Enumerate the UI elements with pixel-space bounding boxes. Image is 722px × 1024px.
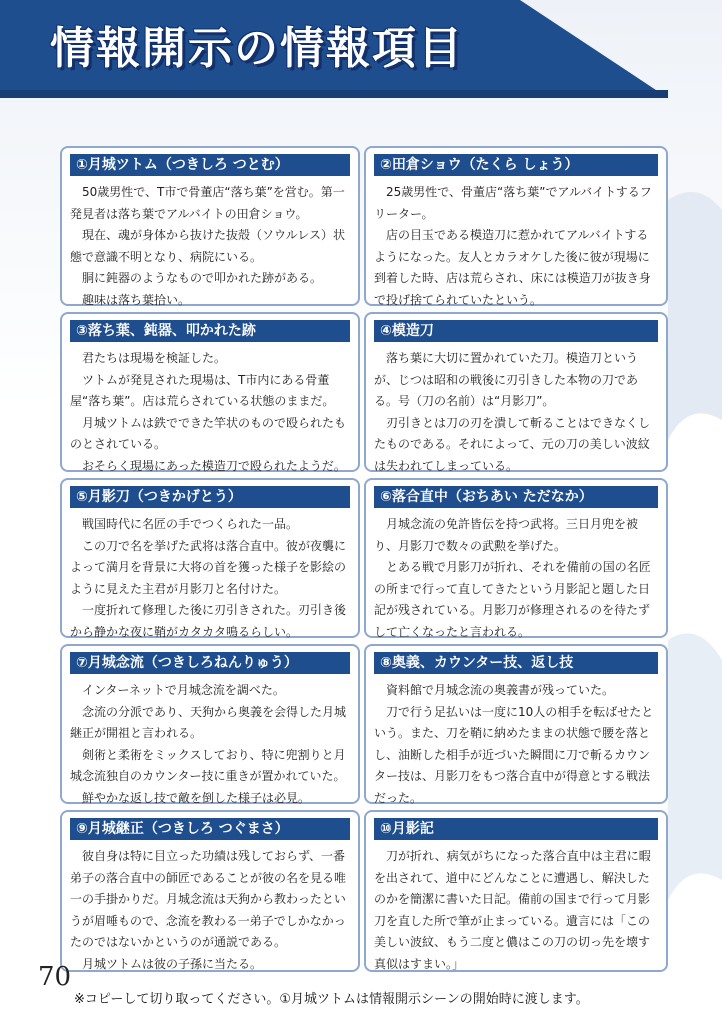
card-title: ④模造刀 [374, 320, 658, 342]
info-card-3 [60, 312, 360, 472]
card-paragraph: 落ち葉に大切に置かれていた刀。模造刀というが、じつは昭和の戦後に刃引きした本物の刀である。号（刀の名前）は“月影刀”。 [374, 351, 639, 408]
info-card-2 [364, 146, 668, 306]
card-paragraph: 50歳男性で、T市で骨董店“落ち葉”を営む。第一発見者は落ち葉でアルバイトの田倉ショウ。 [70, 185, 345, 221]
card-paragraph: この刀で名を挙げた武将は落合直中。彼が夜襲によって満月を背景に大将の首を獲った様子を影絵のように見えた主君が月影刀と名付けた。 [70, 538, 347, 596]
card-body [70, 514, 350, 643]
card-paragraph: 胴に鈍器のようなもので叩かれた跡がある。 [82, 271, 323, 285]
card-body [374, 182, 658, 311]
card-paragraph: 刀が折れ、病気がちになった落合直中は主君に暇を出されて、道中にどんなことに遭遇し、解決したのかを簡潔に書いた日記。備前の国まで行って月影刀を直した所で筆が止まっている。遺言には「この美しい波紋、もう二度と儂はこの刀の切っ先を壊す真似はすまい。」 [374, 849, 651, 971]
card-paragraph: おそらく現場にあった模造刀で殴られたようだ。 [82, 458, 346, 473]
card-paragraph: ツトムが発見された現場は、T市内にある骨董屋“落ち葉”。店は荒らされている状態のままだ。 [70, 372, 335, 408]
page-number: 70 [38, 962, 72, 992]
card-body [70, 348, 350, 477]
card-paragraph: 刀で行う足払いは一度に10人の相手を転ばせたという。また、刀を鞘に納めたままの状態で腰を落とし、油断した相手が近づいた瞬間に刀で斬るカウンター技は、月影刀をもつ落合直中が得意とする戦法だった。 [374, 704, 654, 805]
info-card-7 [60, 644, 360, 804]
card-body [374, 680, 658, 809]
card-paragraph: 戦国時代に名匠の手でつくられた一品。 [82, 517, 299, 531]
card-paragraph: 現在、魂が身体から抜けた抜殻（ソウルレス）状態で意識不明となり、病院にいる。 [70, 228, 345, 264]
card-title: ⑩月影記 [374, 818, 658, 840]
footer-note: ※コピーして切り取ってください。①月城ツトムは情報開示シーンの開始時に渡します。 [74, 992, 589, 1007]
card-paragraph: 月城ツトムは彼の子孫に当たる。 [82, 956, 263, 971]
card-paragraph: 資料館で月城念流の奥義書が残っていた。 [386, 683, 615, 697]
card-title: ⑤月影刀（つきかげとう） [70, 486, 350, 508]
card-body [70, 680, 350, 809]
card-title: ③落ち葉、鈍器、叩かれた跡 [70, 320, 350, 342]
card-paragraph: 趣味は落ち葉拾い。 [82, 292, 191, 307]
card-paragraph: 念流の分派であり、天狗から奥義を会得した月城継正が開祖と言われる。 [70, 704, 347, 740]
info-card-10 [364, 810, 668, 972]
card-title: ①月城ツトム（つきしろ つとむ） [70, 154, 350, 176]
card-paragraph: 剣術と柔術をミックスしており、特に兜割りと月城念流独自のカウンター技に重きが置かれていた。 [70, 747, 346, 783]
title-banner [0, 0, 722, 100]
card-body [374, 846, 658, 975]
card-title: ⑥落合直中（おちあい ただなか） [374, 486, 658, 508]
info-card-4 [364, 312, 668, 472]
page-title: 情報開示の情報項目 [50, 23, 464, 74]
card-paragraph: 一度折れて修理した後に刃引きされた。刃引き後から静かな夜に鞘がカタカタ鳴るらしい。 [70, 603, 347, 639]
card-body [70, 182, 350, 311]
card-paragraph: とある戦で月影刀が折れ、それを備前の国の名匠の所まで行って直してきたという月影記と題した日記が残されている。月影刀が修理されるのを待たずして亡くなったと言われる。 [374, 560, 651, 639]
card-body [374, 514, 658, 643]
card-paragraph: 25歳男性で、骨董店“落ち葉”でアルバイトするフリーター。 [374, 185, 652, 221]
info-card-6 [364, 478, 668, 638]
card-title: ⑧奥義、カウンター技、返し技 [374, 652, 658, 674]
background-decoration [668, 120, 722, 980]
card-title: ②田倉ショウ（たくら しょう） [374, 154, 658, 176]
card-paragraph: 月城念流の免許皆伝を持つ武将。三日月兜を被り、月影刀で数々の武勲を挙げた。 [374, 517, 639, 553]
card-paragraph: 刃引きとは刀の刃を潰して斬ることはできなくしたものである。それによって、元の刀の美しい波紋は失われてしまっている。 [374, 415, 651, 473]
info-card-5 [60, 478, 360, 638]
card-paragraph: 君たちは現場を検証した。 [82, 351, 227, 365]
card-paragraph: 鮮やかな返し技で敵を倒した様子は必見。 [82, 790, 311, 805]
info-card-1 [60, 146, 360, 306]
card-body [70, 846, 350, 975]
card-paragraph: 月城ツトムは鉄でできた竿状のもので殴られたものとされている。 [70, 415, 347, 451]
card-body [374, 348, 658, 477]
card-title: ⑨月城継正（つきしろ つぐまさ） [70, 818, 350, 840]
info-card-8 [364, 644, 668, 804]
card-paragraph: インターネットで月城念流を調べた。 [82, 683, 285, 697]
card-paragraph: 店の目玉である模造刀に惹かれてアルバイトするようになった。友人とカラオケした後に彼が現場に到着した時、店は荒らされ、床には模造刀が抜き身で投げ捨てられていたという。 [374, 228, 651, 307]
card-paragraph: 彼自身は特に目立った功績は残しておらず、一番弟子の落合直中の師匠であることが彼の名を見る唯一の手掛かりだ。月城念流は天狗から教わったというが眉唾もので、念流を教わる一弟子でしかなかったのではないかというのが通説である。 [70, 849, 347, 949]
info-card-9 [60, 810, 360, 972]
card-title: ⑦月城念流（つきしろねんりゅう） [70, 652, 350, 674]
